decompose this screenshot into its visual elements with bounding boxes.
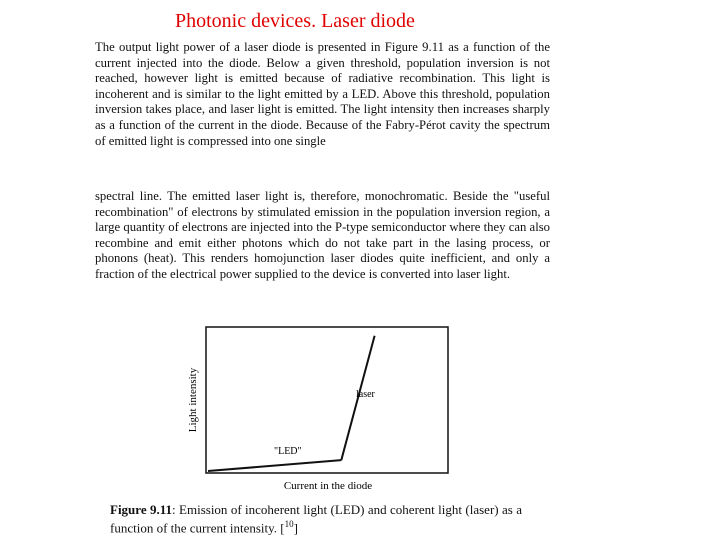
laser-label: laser xyxy=(356,389,375,400)
led-label: "LED" xyxy=(274,446,302,457)
body-paragraph-1: The output light power of a laser diode is presented in Figure 9.11 as a function of the current injected into the diode. Below a given threshold, population inversion is not reached, however light is emitted because of radiative recombination. This light is incoherent and is similar to the light emitted by a LED. Above this threshold, population inversion takes place, and laser light is emitted. The light intensity then increases sharply as a function of the current in the diode. Because of the Fabry-Pérot cavity the spectrum of emitted light is compressed into one single xyxy=(95,40,550,148)
figure-9-11-chart xyxy=(178,325,450,497)
x-axis-label: Current in the diode xyxy=(283,480,373,492)
body-paragraph-2: spectral line. The emitted laser light is, therefore, monochromatic. Beside the "useful recombination" of electrons by stimulated emission in the population inversion region, a large quantity of electrons are injected into the P-type semiconductor where they can also recombine and emit either photons which do not take part in the lasing process, or phonons (heat). This renders homojunction laser diodes quite inefficient, and only a fraction of the electrical power supplied to the device is converted into laser light. xyxy=(95,189,550,281)
y-axis-label: Light intensity xyxy=(187,367,199,433)
plot-frame xyxy=(206,327,448,473)
slide-title: Photonic devices. Laser diode xyxy=(175,10,415,32)
series-line-led xyxy=(208,460,341,471)
caption-reference: 10 xyxy=(284,519,294,529)
caption-figure-number: Figure 9.11 xyxy=(110,502,173,517)
caption-text: : Emission of incoherent light (LED) and coherent light (laser) as a function of the current intensity. [ xyxy=(110,502,523,536)
figure-caption xyxy=(110,502,522,535)
caption-bracket: ] xyxy=(293,520,298,536)
